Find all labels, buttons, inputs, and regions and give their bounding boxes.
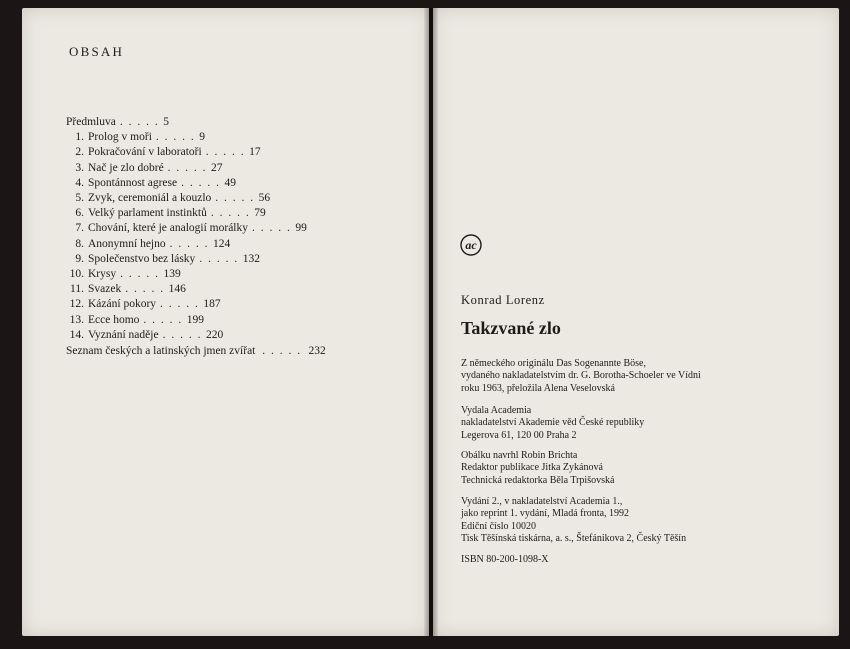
toc-page-number: 99 <box>295 222 307 235</box>
toc-preface <box>66 115 307 130</box>
toc-page-number: 79 <box>254 207 266 220</box>
toc-chapter-row <box>66 313 307 328</box>
toc-page-number: 17 <box>249 146 261 159</box>
toc-page-number: 199 <box>186 313 205 326</box>
toc-chapter-title: Velký parlament instinktů <box>88 207 207 220</box>
toc-chapter-row <box>66 161 307 176</box>
toc-chapter-title: Pokračování v laboratoři <box>88 146 202 159</box>
toc-leader: . . . . . <box>162 328 202 341</box>
toc-page-number: 49 <box>224 176 236 189</box>
toc-chapter-row <box>66 176 307 191</box>
toc-chapter-title: Krysy <box>88 268 117 281</box>
toc-chapter-title: Kázání pokory <box>88 298 157 311</box>
toc-page-number: 220 <box>205 328 224 341</box>
imprint-line: vydaného nakladatelstvím dr. G. Borotha-Schoeler ve Vídni <box>461 370 701 382</box>
toc-leader: . . . . . <box>215 192 255 205</box>
toc-index-entry <box>66 345 326 357</box>
contents-heading: OBSAH <box>69 44 125 59</box>
edition-info <box>461 496 686 546</box>
toc-leader: . . . . . <box>160 298 200 311</box>
toc-leader: . . . . . <box>125 283 165 296</box>
isbn: ISBN 80-200-1098-X <box>461 554 549 565</box>
toc-page-number: 146 <box>168 283 186 296</box>
toc-page-number: 56 <box>258 192 271 205</box>
toc-chapter-number: 6. <box>75 207 84 220</box>
toc-chapter-row <box>66 252 307 267</box>
toc-chapter-number: 11. <box>70 283 84 296</box>
toc-page-number: 187 <box>203 298 221 311</box>
toc-leader: . . . . . <box>143 313 183 326</box>
toc-page-number: 232 <box>308 345 326 357</box>
toc-chapter-row <box>66 237 307 252</box>
toc-page-number: 124 <box>213 237 231 250</box>
book-title: Takzvané zlo <box>461 318 561 338</box>
imprint-line: Ediční číslo 10020 <box>461 520 536 532</box>
toc-chapter-number: 9. <box>75 252 84 265</box>
imprint-line: Vydání 2., v nakladatelství Academia 1., <box>461 496 623 507</box>
toc-leader: . . . . . <box>167 161 208 174</box>
toc-chapter-number: 3. <box>75 161 84 174</box>
imprint-line: jako reprint 1. vydání, Mladá fronta, 1992 <box>461 508 630 520</box>
toc-chapter-number: 8. <box>75 237 84 250</box>
toc-chapter-title: Nač je zlo dobré <box>88 161 164 174</box>
toc-chapter-title: Ecce homo <box>88 313 140 326</box>
author-name: Konrad Lorenz <box>461 293 545 307</box>
toc-leader: . . . . . <box>199 252 239 265</box>
toc-chapter-number: 14. <box>69 328 84 341</box>
toc-chapter-row <box>66 191 307 206</box>
toc-page-number: 132 <box>242 252 260 265</box>
toc-chapter-row <box>66 130 307 145</box>
toc-chapter-number: 1. <box>75 131 84 144</box>
toc-leader: . . . . . <box>262 345 302 357</box>
imprint-line: Z německého originálu Das Sogenannte Böse, <box>461 358 646 369</box>
toc-chapter-number: 12. <box>69 298 84 311</box>
toc-leader: . . . . . <box>120 268 160 281</box>
translation-note <box>461 358 701 395</box>
credits-info <box>461 450 614 487</box>
toc-chapter-row <box>66 267 307 282</box>
toc-chapter-row <box>66 221 307 236</box>
chapter-list <box>66 130 307 343</box>
toc-chapter-number: 13. <box>69 313 84 326</box>
toc-chapter-number: 5. <box>75 192 84 205</box>
toc-chapter-title: Společenstvo bez lásky <box>88 252 196 265</box>
imprint-line: Vydala Academia <box>461 405 532 416</box>
toc-chapter-row <box>66 282 307 297</box>
toc-page-number: 9 <box>199 131 206 144</box>
toc-index-title: Seznam českých a latinských jmen zvířat <box>66 345 256 357</box>
toc-chapter-row <box>66 206 307 221</box>
toc-chapter-row <box>66 297 307 312</box>
imprint-line: Redaktor publikace Jitka Zykánová <box>461 462 603 474</box>
toc-page-number: 27 <box>211 161 223 174</box>
toc-page-number: 5 <box>163 116 169 128</box>
academia-logo-icon <box>460 234 482 256</box>
toc-leader: . . . . . <box>181 176 221 189</box>
toc-chapter-title: Vyznání naděje <box>88 328 159 341</box>
toc-chapter-title: Zvyk, ceremoniál a kouzlo <box>88 192 212 205</box>
imprint-line: Obálku navrhl Robin Brichta <box>461 450 578 461</box>
toc-chapter-number: 7. <box>75 222 84 235</box>
toc-chapter-number: 2. <box>75 146 84 159</box>
toc-chapter-title: Svazek <box>88 283 122 296</box>
toc-chapter-title: Prolog v moři <box>88 131 152 144</box>
imprint-line: nakladatelství Akademie věd České republiky <box>461 417 645 429</box>
logo-text: ac <box>465 238 477 252</box>
toc-preface-title: Předmluva <box>66 116 116 128</box>
toc-chapter-number: 10. <box>69 268 84 281</box>
toc-chapter-title: Spontánnost agrese <box>88 176 178 189</box>
book-spine <box>424 8 438 636</box>
toc-chapter-row <box>66 145 307 160</box>
toc-page-number: 139 <box>163 268 181 281</box>
toc-leader: . . . . . <box>155 131 196 144</box>
imprint-line: roku 1963, přeložila Alena Veselovská <box>461 382 615 394</box>
toc-chapter-number: 4. <box>75 176 84 189</box>
table-of-contents <box>66 115 307 343</box>
publisher-info <box>461 405 644 442</box>
toc-leader: . . . . . <box>205 146 246 159</box>
toc-chapter-title: Anonymní hejno <box>88 237 166 250</box>
toc-leader: . . . . . <box>169 237 209 250</box>
toc-leader: . . . . . <box>252 222 292 235</box>
imprint-line: Technická redaktorka Běla Trpišovská <box>461 474 615 486</box>
toc-chapter-title: Chování, které je analogií morálky <box>88 222 248 235</box>
imprint-line: Tisk Těšínská tiskárna, a. s., Štefánikova 2, Český Těšín <box>461 533 687 545</box>
imprint-line: Legerova 61, 120 00 Praha 2 <box>461 429 577 441</box>
toc-leader: . . . . . <box>119 116 160 128</box>
toc-chapter-row <box>66 328 307 343</box>
toc-leader: . . . . . <box>210 207 251 220</box>
